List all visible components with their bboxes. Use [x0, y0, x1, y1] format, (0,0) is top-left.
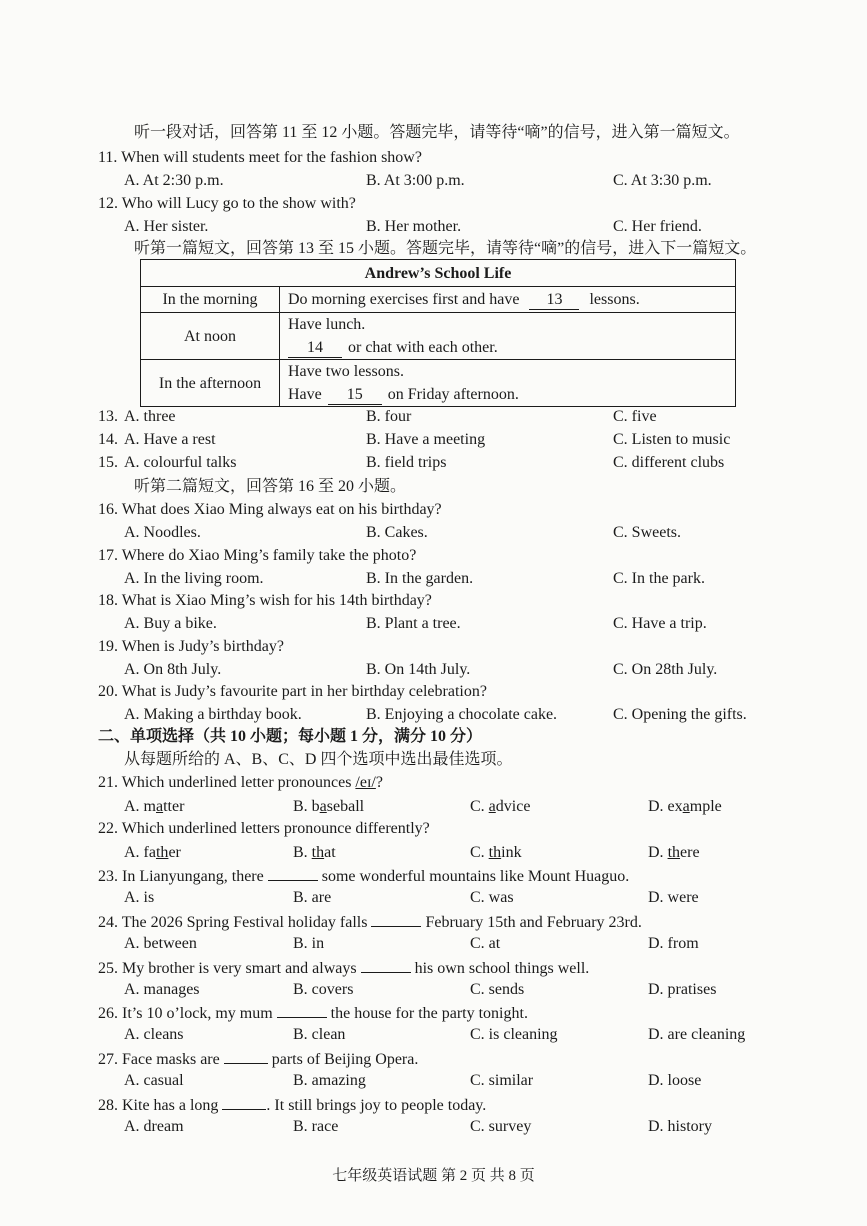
option-a[interactable]: A. is	[124, 889, 155, 906]
option-b[interactable]: B. clean	[293, 1026, 346, 1043]
option-b[interactable]: B. Cakes.	[366, 524, 428, 541]
section-title: 二、单项选择（共 10 小题；每小题 1 分，满分 10 分）	[98, 728, 483, 745]
question-text: 21. Which underlined letter pronounces /eɪ/?	[98, 774, 383, 791]
option-b[interactable]: B. race	[293, 1118, 339, 1135]
option-d[interactable]: D. history	[648, 1118, 712, 1135]
question-text: 16. What does Xiao Ming always eat on his birthday?	[98, 501, 442, 518]
option-c[interactable]: C. On 28th July.	[613, 661, 718, 678]
option-b[interactable]: B. At 3:00 p.m.	[366, 172, 465, 189]
page-footer: 七年级英语试题 第 2 页 共 8 页	[332, 1168, 535, 1184]
blank-15[interactable]: 15	[328, 386, 382, 405]
question-number: 13.	[98, 408, 118, 425]
question-text: 19. When is Judy’s birthday?	[98, 638, 284, 655]
table-row-label: In the afternoon	[141, 360, 280, 407]
option-a[interactable]: A. dream	[124, 1118, 184, 1135]
option-c[interactable]: C. think	[470, 844, 522, 861]
answer-blank[interactable]	[222, 1093, 266, 1110]
option-c[interactable]: C. In the park.	[613, 570, 705, 587]
option-b[interactable]: B. Her mother.	[366, 218, 462, 235]
answer-blank[interactable]	[268, 864, 318, 881]
option-d[interactable]: D. pratises	[648, 981, 717, 998]
question-text: 25. My brother is very smart and always his own school things well.	[98, 956, 589, 980]
option-b[interactable]: B. baseball	[293, 798, 365, 815]
option-a[interactable]: A. casual	[124, 1072, 184, 1089]
option-a[interactable]: A. Noodles.	[124, 524, 201, 541]
instruction-passage2: 听第二篇短文，回答第 16 至 20 小题。	[134, 478, 407, 495]
option-a[interactable]: A. Making a birthday book.	[124, 706, 302, 723]
option-d[interactable]: D. were	[648, 889, 699, 906]
option-a[interactable]: A. Her sister.	[124, 218, 209, 235]
instruction-dialog: 听一段对话，回答第 11 至 12 小题。答题完毕，请等待“嘀”的信号，进入第一篇短文。	[134, 124, 740, 141]
option-d[interactable]: D. from	[648, 935, 699, 952]
option-c[interactable]: C. is cleaning	[470, 1026, 558, 1043]
question-text: 28. Kite has a long . It still brings joy to people today.	[98, 1093, 486, 1117]
option-a[interactable]: A. three	[124, 408, 176, 425]
option-a[interactable]: A. colourful talks	[124, 454, 237, 471]
question-text: 18. What is Xiao Ming’s wish for his 14th birthday?	[98, 592, 432, 609]
option-c[interactable]: C. advice	[470, 798, 531, 815]
option-b[interactable]: B. in	[293, 935, 325, 952]
option-c[interactable]: C. different clubs	[613, 454, 725, 471]
blank-13[interactable]: 13	[529, 291, 579, 310]
option-c[interactable]: C. Opening the gifts.	[613, 706, 747, 723]
option-d[interactable]: D. are cleaning	[648, 1026, 746, 1043]
table-row-content: Have two lessons. Have 15 on Friday afternoon.	[280, 360, 736, 407]
blank-14[interactable]: 14	[288, 339, 342, 358]
question-text: 23. In Lianyungang, there some wonderful mountains like Mount Huaguo.	[98, 864, 629, 888]
option-c[interactable]: C. was	[470, 889, 514, 906]
question-text: 22. Which underlined letters pronounce differently?	[98, 820, 430, 837]
option-a[interactable]: A. On 8th July.	[124, 661, 222, 678]
option-c[interactable]: C. Her friend.	[613, 218, 702, 235]
option-b[interactable]: B. Have a meeting	[366, 431, 486, 448]
option-d[interactable]: D. loose	[648, 1072, 702, 1089]
option-c[interactable]: C. survey	[470, 1118, 532, 1135]
option-c[interactable]: C. five	[613, 408, 657, 425]
table-row-label: At noon	[141, 313, 280, 360]
option-b[interactable]: B. are	[293, 889, 332, 906]
option-c[interactable]: C. Sweets.	[613, 524, 681, 541]
question-text: 17. Where do Xiao Ming’s family take the photo?	[98, 547, 417, 564]
option-a[interactable]: A. cleans	[124, 1026, 184, 1043]
answer-blank[interactable]	[224, 1047, 268, 1064]
option-b[interactable]: B. Plant a tree.	[366, 615, 461, 632]
question-text: 20. What is Judy’s favourite part in her birthday celebration?	[98, 683, 487, 700]
question-number: 14.	[98, 431, 118, 448]
option-a[interactable]: A. Buy a bike.	[124, 615, 217, 632]
option-c[interactable]: C. sends	[470, 981, 525, 998]
option-d[interactable]: D. there	[648, 844, 700, 861]
option-b[interactable]: B. Enjoying a chocolate cake.	[366, 706, 558, 723]
option-c[interactable]: C. at	[470, 935, 501, 952]
option-b[interactable]: B. In the garden.	[366, 570, 474, 587]
table-row-content: Do morning exercises first and have 13 lessons.	[280, 287, 736, 313]
answer-blank[interactable]	[277, 1001, 327, 1018]
question-text: 26. It’s 10 o’lock, my mum the house for the party tonight.	[98, 1001, 528, 1025]
option-b[interactable]: B. On 14th July.	[366, 661, 471, 678]
section-instruction: 从每题所给的 A、B、C、D 四个选项中选出最佳选项。	[124, 751, 513, 768]
option-a[interactable]: A. father	[124, 844, 181, 861]
option-b[interactable]: B. four	[366, 408, 412, 425]
option-b[interactable]: B. that	[293, 844, 336, 861]
table-row-content: Have lunch. 14 or chat with each other.	[280, 313, 736, 360]
question-text: 11. When will students meet for the fashion show?	[98, 149, 422, 166]
instruction-passage1: 听第一篇短文，回答第 13 至 15 小题。答题完毕，请等待“嘀”的信号，进入下一篇短文。	[134, 240, 757, 257]
answer-blank[interactable]	[371, 910, 421, 927]
option-c[interactable]: C. At 3:30 p.m.	[613, 172, 712, 189]
option-c[interactable]: C. Listen to music	[613, 431, 731, 448]
school-life-table	[140, 259, 736, 407]
option-c[interactable]: C. Have a trip.	[613, 615, 707, 632]
option-b[interactable]: B. field trips	[366, 454, 447, 471]
option-b[interactable]: B. amazing	[293, 1072, 366, 1089]
question-number: 15.	[98, 454, 118, 471]
question-text: 12. Who will Lucy go to the show with?	[98, 195, 356, 212]
option-a[interactable]: A. matter	[124, 798, 185, 815]
answer-blank[interactable]	[361, 956, 411, 973]
question-text: 24. The 2026 Spring Festival holiday falls February 15th and February 23rd.	[98, 910, 642, 934]
option-c[interactable]: C. similar	[470, 1072, 534, 1089]
table-row-label: In the morning	[141, 287, 280, 313]
option-d[interactable]: D. example	[648, 798, 722, 815]
option-a[interactable]: A. At 2:30 p.m.	[124, 172, 224, 189]
option-a[interactable]: A. Have a rest	[124, 431, 216, 448]
option-b[interactable]: B. covers	[293, 981, 354, 998]
question-text: 27. Face masks are parts of Beijing Opera.	[98, 1047, 418, 1071]
option-a[interactable]: A. In the living room.	[124, 570, 264, 587]
option-a[interactable]: A. manages	[124, 981, 200, 998]
option-a[interactable]: A. between	[124, 935, 197, 952]
table-title: Andrew’s School Life	[141, 260, 736, 287]
